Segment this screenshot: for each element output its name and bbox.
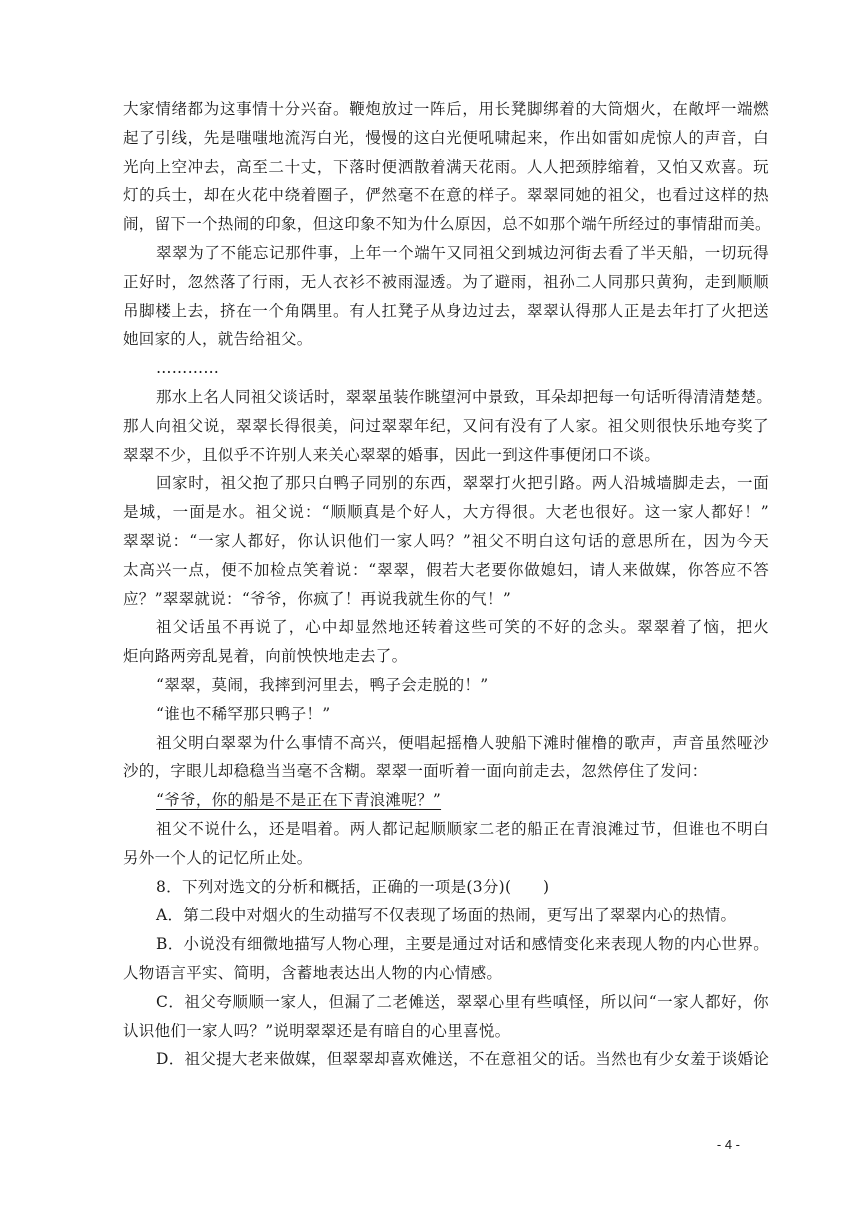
text-line: 祖父明白翠翠为什么事情不高兴，便唱起摇橹人驶船下滩时催橹的歌声，声音虽然哑沙 [156, 733, 769, 752]
line-text: 她回家的人，就告给祖父。 [123, 330, 313, 349]
text-line [123, 700, 769, 729]
text-line: 起了引线，先是嗤嗤地流泻白光，慢慢的这白光便吼啸起来，作出如雷如虎惊人的声音，白 [123, 128, 769, 147]
text-line: 祖父不说什么，还是唱着。两人都记起顺顺家二老的船正在青浪滩过节，但谁也不明白 [156, 819, 769, 838]
line-text: “翠翠，莫闹，我摔到河里去，鸭子会走脱的！” [156, 675, 489, 694]
text-line [123, 786, 769, 815]
text-line: D．祖父提大老来做媒，但翠翠却喜欢傩送，不在意祖父的话。当然也有少女羞于谈婚论 [156, 1050, 770, 1069]
text-line [123, 959, 769, 988]
line-text: 人物语言平实、简明，含蓄地表达出人物的内心情感。 [123, 963, 503, 982]
page-number: - 4 - [716, 1137, 740, 1152]
text-line: 那人向祖父说，翠翠长得很美，问过翠翠年纪，又问有没有了人家。祖父则很快乐地夸奖了 [123, 416, 769, 435]
line-text: 8．下列对选文的分析和概括，正确的一项是(3分)( ) [156, 877, 550, 896]
text-line [123, 873, 769, 902]
text-line: 翠翠说：“一家人都好，你认识他们一家人吗？”祖父不明白这句话的意思所在，因为今天 [123, 531, 769, 550]
text-line: 吊脚楼上去，挤在一个角隅里。有人扛凳子从身边过去，翠翠认得那人正是去年打了火把送 [123, 301, 769, 320]
text-line [123, 325, 769, 354]
line-text: 炬向路两旁乱晃着，向前怏怏地走去了。 [123, 647, 408, 666]
text-line: C．祖父夸顺顺一家人，但漏了二老傩送，翠翠心里有些嗔怪，所以问“一家人都好，你 [156, 992, 769, 1011]
line-text: 另外一个人的记忆所止处。 [123, 848, 313, 867]
line-text: “谁也不稀罕那只鸭子！” [156, 704, 331, 723]
text-line [123, 901, 769, 930]
line-text: A．第二段中对烟火的生动描写不仅表现了场面的热闹，更写出了翠翠内心的热情。 [156, 906, 737, 925]
text-line: 祖父话虽不再说了，心中却显然地还转着这些可笑的不好的念头。翠翠着了恼，把火 [156, 618, 769, 637]
text-line: 光向上空冲去，高至二十丈，下落时便洒散着满天花雨。人人把颈脖缩着，又怕又欢喜。玩 [123, 157, 769, 176]
line-text: ………… [156, 359, 220, 378]
line-text: 翠翠不少，且似乎不许别人来关心翠翠的婚事，因此一到这件事便闭口不谈。 [123, 445, 661, 464]
text-line: 大家情绪都为这事情十分兴奋。鞭炮放过一阵后，用长凳脚绑着的大筒烟火，在敞坪一端燃 [123, 100, 769, 118]
text-line [123, 671, 769, 700]
text-line [123, 441, 769, 470]
line-text: 认识他们一家人吗？”说明翠翠还是有暗自的心里喜悦。 [123, 1021, 511, 1040]
text-line: 灯的兵士，却在火花中绕着圈子，俨然毫不在意的样子。翠翠同她的祖父，也看过这样的热 [123, 186, 769, 205]
text-line [123, 757, 769, 786]
text-line: 闹，留下一个热闹的印象，但这印象不知为什么原因，总不如那个端午所经过的事情甜而美。 [123, 215, 771, 234]
body-text [123, 95, 773, 1074]
text-line: 正好时，忽然落了行雨，无人衣衫不被雨湿透。为了避雨，祖孙二人同那只黄狗，走到顺顺 [123, 272, 769, 291]
text-line [123, 1017, 769, 1046]
text-line: 回家时，祖父抱了那只白鸭子同别的东西，翠翠打火把引路。两人沿城墙脚走去，一面 [156, 474, 769, 493]
text-line: 那水上名人同祖父谈话时，翠翠虽装作眺望河中景致，耳朵却把每一句话听得清清楚楚。 [156, 387, 773, 406]
text-line: 是城，一面是水。祖父说：“顺顺真是个好人，大方得很。大老也很好。这一家人都好！” [123, 503, 769, 522]
text-line [123, 354, 769, 383]
text-line: 太高兴一点，便不加检点笑着说：“翠翠，假若大老要你做媳妇，请人来做媒，你答应不答 [123, 560, 769, 579]
line-text: “爷爷，你的船是不是正在下青浪滩呢？” [156, 791, 442, 810]
line-text: 应？”翠翠就说：“爷爷，你疯了！再说我就生你的气！” [123, 589, 512, 608]
text-line [123, 642, 769, 671]
text-line: B．小说没有细微地描写人物心理，主要是通过对话和感情变化来表现人物的内心世界。 [156, 935, 769, 954]
text-line [123, 585, 769, 614]
line-text: 沙的，字眼儿却稳稳当当毫不含糊。翠翠一面听着一面向前走去，忽然停住了发问： [123, 762, 708, 781]
text-line: 翠翠为了不能忘记那件事，上年一个端午又同祖父到城边河街去看了半天船，一切玩得 [156, 243, 769, 262]
text-line [123, 844, 769, 873]
